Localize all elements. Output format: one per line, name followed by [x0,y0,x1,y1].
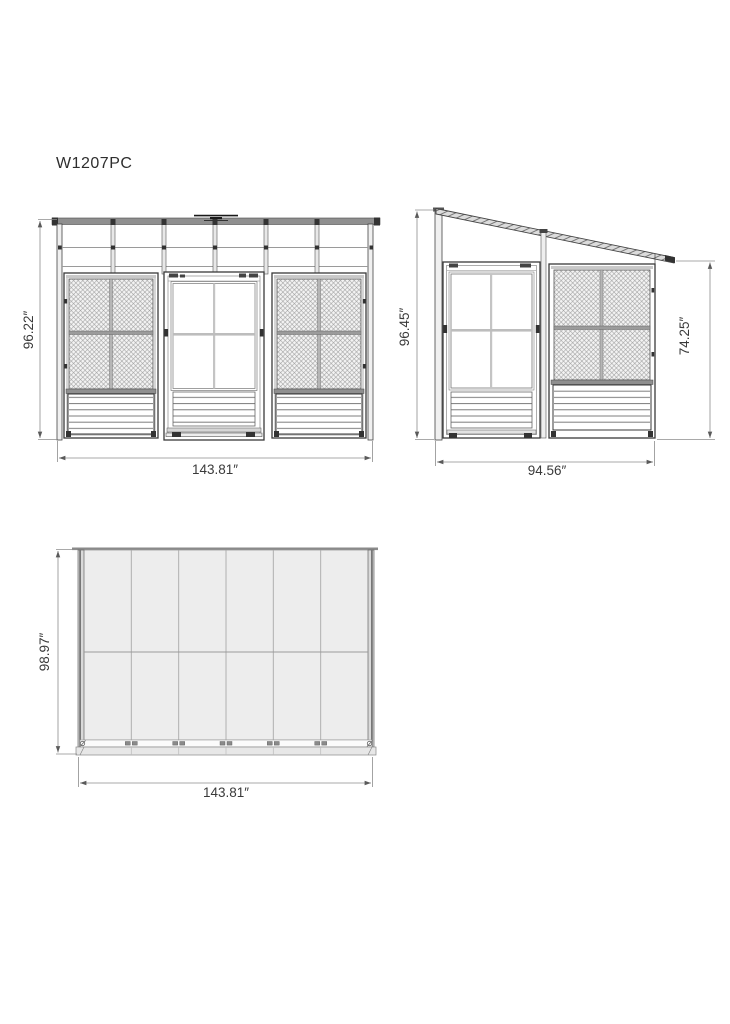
front-door [164,272,264,440]
front-door-threshold [167,428,261,432]
side-window-kick-panel [451,392,532,428]
side-mid-post [541,231,546,438]
front-right-screen-panel [272,273,366,438]
dim-top-depth [56,550,77,755]
dim-front-width-label: 143.81″ [191,462,239,477]
dim-side-width-label: 94.56″ [527,463,567,478]
front-corner-post-right [368,224,373,440]
front-corner-post-left [57,224,62,440]
top-view [37,548,378,801]
dim-front-height-label: 96.22″ [21,310,36,350]
front-view [21,216,380,477]
front-roof-endcap-right [374,218,380,226]
front-left-panel-header [66,275,156,278]
front-door-kick-panel [173,392,255,426]
model-number: W1207PC [56,155,133,172]
side-window-panel [443,262,540,438]
dim-side-height [415,210,434,440]
front-clerestory [58,219,373,274]
dim-top-depth-label: 98.97″ [37,632,52,672]
dim-side-eave-height-label: 74.25″ [677,316,692,356]
front-right-panel-rail [274,389,364,394]
side-screen-rail [551,380,653,385]
dim-front-height [38,220,57,440]
top-clip-strip [80,740,372,747]
side-screen-panel [549,264,655,438]
front-left-screen-panel [64,273,158,438]
dim-top-width [79,757,373,787]
side-corner-post [435,210,442,440]
front-right-panel-header [274,275,364,278]
side-roof-slope [436,209,674,264]
dim-front-width [58,441,373,462]
dim-side-height-label: 96.45″ [397,307,412,347]
front-left-panel-rail [66,389,156,394]
dim-top-width-label: 143.81″ [202,785,250,800]
side-view [397,208,715,479]
